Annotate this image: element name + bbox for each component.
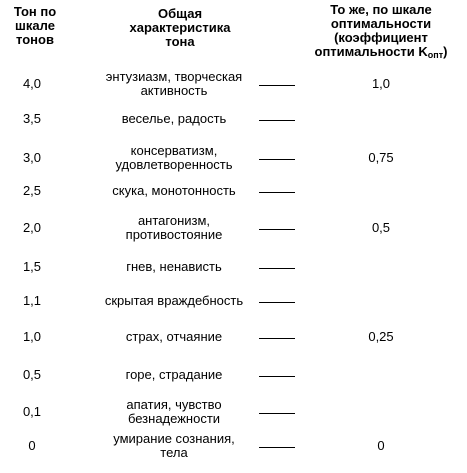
header-characteristic-line: Общая: [157, 6, 203, 21]
table-row: [0, 214, 467, 250]
header-characteristic-line: тона: [165, 34, 195, 49]
table-row: [0, 70, 467, 106]
tone-characteristic-line: безнадежности: [127, 411, 221, 426]
tone-characteristic: [84, 184, 264, 198]
header-tone-line: тонов: [16, 32, 54, 47]
dash-separator: [259, 85, 295, 86]
tone-characteristic: [84, 112, 264, 126]
tone-value: 4,0: [22, 76, 42, 91]
dash-separator: [259, 159, 295, 160]
header-optimality-subscript: опт: [427, 50, 444, 60]
dash-separator: [259, 376, 295, 377]
dash-separator: [259, 338, 295, 339]
tone-value: 0,1: [22, 404, 42, 419]
optimality-value: 0,25: [368, 329, 394, 344]
dash-separator: [259, 120, 295, 121]
tone-characteristic-line: страх, отчаяние: [125, 329, 223, 344]
header-optimality-scale: [298, 3, 464, 62]
tone-value: 3,0: [22, 150, 42, 165]
tone-characteristic: [84, 260, 264, 274]
tone-characteristic: [84, 214, 264, 242]
tone-characteristic: [84, 294, 264, 308]
optimality-value: 0,75: [368, 150, 394, 165]
tone-characteristic: [84, 398, 264, 426]
tone-characteristic-line: умирание сознания,: [113, 431, 235, 446]
header-optimality-close: ): [443, 44, 448, 59]
tone-value: 0,5: [22, 367, 42, 382]
tone-characteristic-line: скука, монотонность: [112, 183, 236, 198]
table-row: [0, 290, 467, 326]
dash-separator: [259, 229, 295, 230]
dash-separator: [259, 268, 295, 269]
optimality-value: 1,0: [371, 76, 391, 91]
tone-value: 1,0: [22, 329, 42, 344]
header-characteristic: [110, 7, 250, 49]
table-row: [0, 326, 467, 362]
table-row: [0, 180, 467, 216]
tone-value: 2,5: [22, 183, 42, 198]
tone-characteristic-line: апатия, чувство: [126, 397, 222, 412]
tone-characteristic-line: противостояние: [125, 227, 223, 242]
header-optimality-line: (коэффициент: [334, 30, 428, 45]
tone-characteristic-line: тела: [160, 445, 188, 460]
tone-characteristic-line: энтузиазм, творческая: [105, 69, 243, 84]
header-tone-line: шкале: [15, 18, 55, 33]
tone-characteristic: [84, 70, 264, 98]
tone-value: 1,5: [22, 259, 42, 274]
tone-characteristic: [84, 432, 264, 460]
dash-separator: [259, 447, 295, 448]
dash-separator: [259, 413, 295, 414]
optimality-value: 0: [377, 438, 385, 453]
table-row: [0, 432, 467, 468]
header-tone-line: Тон по: [13, 4, 57, 19]
dash-separator: [259, 192, 295, 193]
tone-characteristic-line: активность: [140, 83, 208, 98]
tone-value: 1,1: [22, 293, 42, 308]
tone-characteristic: [84, 144, 264, 172]
header-optimality-line: То же, по шкале: [330, 2, 432, 17]
table-row: [0, 108, 467, 144]
table-row: [0, 256, 467, 292]
tone-characteristic-line: гнев, ненависть: [126, 259, 222, 274]
tone-characteristic-line: горе, страдание: [125, 367, 223, 382]
header-optimality-line: оптимальности: [330, 16, 432, 31]
tone-characteristic-line: антагонизм,: [137, 213, 211, 228]
table-row: [0, 398, 467, 434]
optimality-value: 0,5: [371, 220, 391, 235]
tone-value: 0: [28, 438, 36, 453]
table-row: [0, 144, 467, 180]
tone-characteristic-line: скрытая враждебность: [104, 293, 244, 308]
tone-value: 3,5: [22, 111, 42, 126]
tone-value: 2,0: [22, 220, 42, 235]
tone-characteristic: [84, 368, 264, 382]
table-row: [0, 364, 467, 400]
header-optimality-line: [298, 45, 464, 62]
header-tone-scale: [4, 5, 66, 47]
tone-characteristic-line: удовлетворенность: [115, 157, 233, 172]
header-characteristic-line: характеристика: [129, 20, 231, 35]
tone-characteristic-line: консерватизм,: [130, 143, 218, 158]
header-optimality-text: оптимальности K: [314, 44, 428, 59]
tone-characteristic: [84, 330, 264, 344]
tone-characteristic-line: веселье, радость: [121, 111, 227, 126]
dash-separator: [259, 302, 295, 303]
